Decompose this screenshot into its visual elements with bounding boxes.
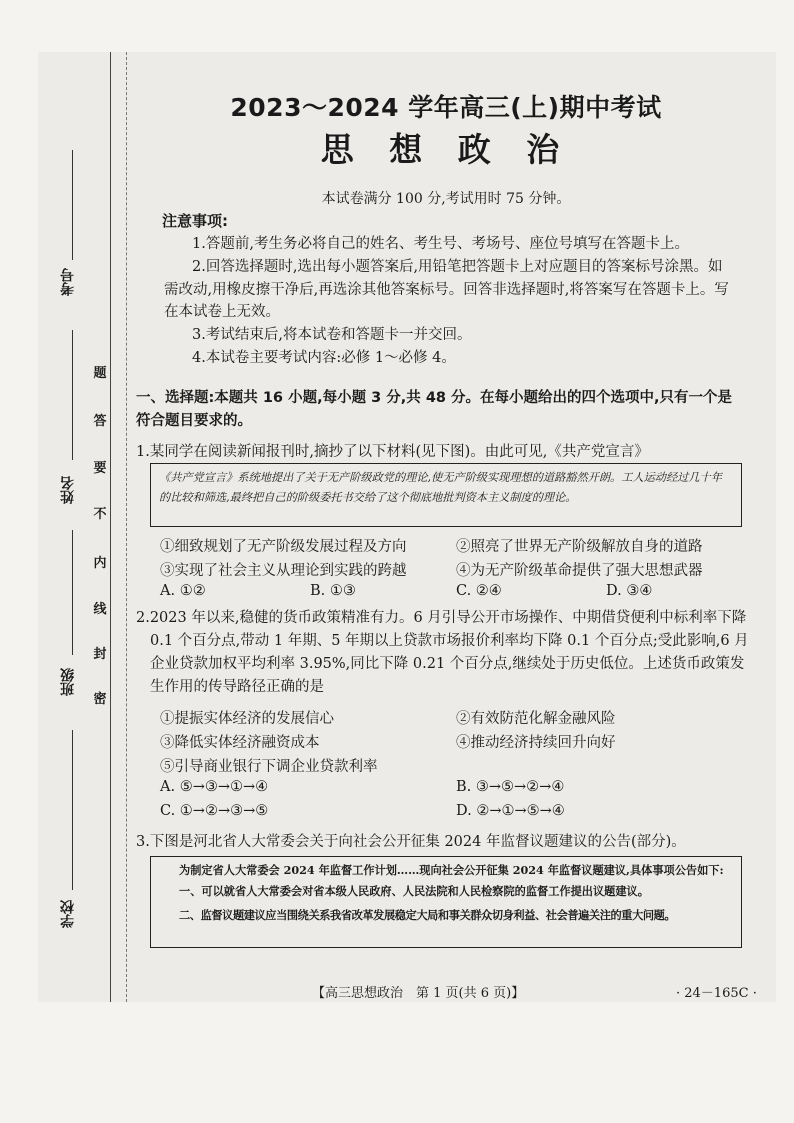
notice-item: 1.答题前,考生务必将自己的姓名、考生号、考场号、座位号填写在答题卡上。 xyxy=(192,236,689,252)
page-footer: 【高三思想政治 第 1 页(共 6 页)】 xyxy=(312,986,525,1001)
binding-line xyxy=(110,52,111,1002)
option-d[interactable]: D. ③④ xyxy=(606,583,653,599)
statement: ①细致规划了无产阶级发展过程及方向 xyxy=(160,539,407,555)
field-line-class[interactable] xyxy=(72,530,73,655)
seal-char: 密 xyxy=(93,692,107,707)
seal-char: 线 xyxy=(93,602,107,617)
seal-char: 内 xyxy=(93,556,107,571)
notice-line: 一、可以就省人大常委会对省本级人民政府、人民法院和人民检察院的监督工作提出议题建议。 xyxy=(179,884,649,898)
notice-item: 4.本试卷主要考试内容:必修 1～必修 4。 xyxy=(192,350,456,366)
subject-title: 思 想 政 治 xyxy=(320,130,572,169)
notice-line: 为制定省人大常委会 2024 年监督工作计划……现向社会公开征集 2024 年监督议题建议,具体事项公告如下: xyxy=(179,863,724,877)
seal-line xyxy=(126,52,127,1002)
question-1-stem: 1.某同学在阅读新闻报刊时,摘抄了以下材料(见下图)。由此可见,《共产党宣言》 xyxy=(136,444,649,460)
statement: ⑤引导商业银行下调企业贷款利率 xyxy=(160,759,378,775)
option-c[interactable]: C. ②④ xyxy=(456,583,502,599)
seal-char: 题 xyxy=(93,366,107,381)
statement: ①提振实体经济的发展信心 xyxy=(160,711,334,727)
notice-item: 3.考试结束后,将本试卷和答题卡一并交回。 xyxy=(192,327,472,343)
question-1-material-box xyxy=(150,463,742,527)
question-1-material: 《共产党宣言》系统地提出了关于无产阶级政党的理论,使无产阶级实现理想的道路豁然开朗。工人运动经过几十年的比较和筛选,最终把自己的阶级委托书交给了这个彻底地批判资本主义制度的理论。 xyxy=(159,471,722,504)
option-a[interactable]: A. ①② xyxy=(160,583,206,599)
seal-char: 要 xyxy=(93,461,107,476)
question-3-stem: 3.下图是河北省人大常委会关于向社会公开征集 2024 年监督议题建议的公告(部分)。 xyxy=(136,834,686,850)
notice-item: 2.回答选择题时,选出每小题答案后,用铅笔把答题卡上对应题目的答案标号涂黑。如需改动,用橡皮擦干净后,再选涂其他答案标号。回答非选择题时,将答案写在答题卡上。写在本试卷上无效。 xyxy=(164,259,729,320)
option-c[interactable]: C. ①→②→③→⑤ xyxy=(160,803,269,819)
field-label-class: 班级 xyxy=(60,668,76,696)
section-heading: 一、选择题:本题共 16 小题,每小题 3 分,共 48 分。在每小题给出的四个选项中,只有一个是符合题目要求的。 xyxy=(136,390,733,429)
exam-info: 本试卷满分 100 分,考试用时 75 分钟。 xyxy=(321,191,571,207)
field-label-exam-number: 考号 xyxy=(60,268,76,296)
field-label-name: 姓名 xyxy=(60,476,76,504)
notice-line: 二、监督议题建议应当围绕关系我省改革发展稳定大局和事关群众切身利益、社会普遍关注的重大问题。 xyxy=(179,908,676,922)
statement: ③实现了社会主义从理论到实践的跨越 xyxy=(160,563,407,579)
option-a[interactable]: A. ⑤→③→①→④ xyxy=(160,779,269,795)
exam-title: 2023～2024 学年高三(上)期中考试 xyxy=(230,93,662,122)
question-3-notice-box xyxy=(150,856,742,948)
option-b[interactable]: B. ①③ xyxy=(310,583,356,599)
option-d[interactable]: D. ②→①→⑤→④ xyxy=(456,803,565,819)
question-2-stem: 2.2023 年以来,稳健的货币政策精准有力。6 月引导公开市场操作、中期借贷便利中标利率下降 0.1 个百分点,带动 1 年期、5 年期以上贷款市场报价利率均下降 0.1 个百分点;受此影响,6 月企业贷款加权平均利率 3.95%,同比下降 0.21 个百分点,继续处于历史低位。上述货币政策发生作用的传导路径正确的是 xyxy=(136,610,749,695)
option-b[interactable]: B. ③→⑤→②→④ xyxy=(456,779,565,795)
statement: ②照亮了世界无产阶级解放自身的道路 xyxy=(456,539,703,555)
seal-char: 不 xyxy=(93,507,107,522)
notice-heading: 注意事项: xyxy=(162,212,228,230)
paper-code: · 24－165C · xyxy=(676,986,757,1001)
seal-char: 答 xyxy=(93,414,107,429)
statement: ②有效防范化解金融风险 xyxy=(456,711,616,727)
field-line-school[interactable] xyxy=(72,730,73,890)
field-label-school: 学校 xyxy=(60,900,76,928)
statement: ④为无产阶级革命提供了强大思想武器 xyxy=(456,563,703,579)
seal-char: 封 xyxy=(93,647,107,662)
statement: ④推动经济持续回升向好 xyxy=(456,735,616,751)
field-line-exam-number[interactable] xyxy=(72,150,73,260)
field-line-name[interactable] xyxy=(72,330,73,460)
statement: ③降低实体经济融资成本 xyxy=(160,735,320,751)
